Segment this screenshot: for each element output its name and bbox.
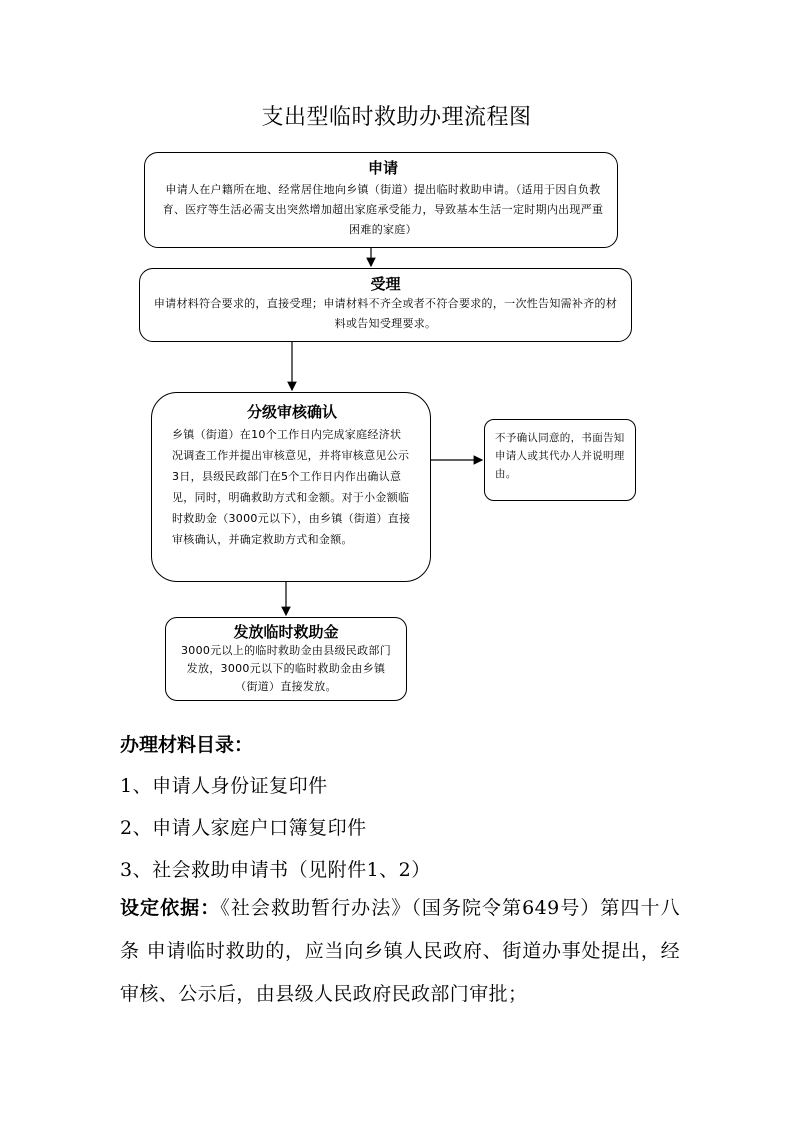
flow-box-heading: 受理 xyxy=(370,275,401,293)
legal-basis-label: 设定依据： xyxy=(120,897,221,919)
flow-box-heading: 发放临时救助金 xyxy=(233,623,339,641)
flow-box-accept xyxy=(139,268,632,342)
materials-item: 2、申请人家庭户口簿复印件 xyxy=(120,817,367,839)
flow-box-apply xyxy=(144,152,618,248)
legal-basis-text: 《社会救助暂行办法》（国务院令第649号）第四十八条 申请临时救助的，应当向乡镇人民政府、街道办事处提出，经审核、公示后，由县级人民政府民政部门审批； xyxy=(120,897,680,1005)
flow-box-reject xyxy=(484,419,636,501)
flow-box-text: 不予确认同意的，书面告知申请人或其代办人并说明理由。 xyxy=(495,432,625,480)
flow-box-heading: 申请 xyxy=(367,159,398,177)
legal-basis xyxy=(120,887,680,1016)
materials-item: 1、申请人身份证复印件 xyxy=(120,775,328,797)
materials-item: 3、社会救助申请书（见附件1、2） xyxy=(120,859,431,881)
flow-box-text: 3000元以上的临时救助金由县级民政部门发放，3000元以下的临时救助金由乡镇（街道）直接发放。 xyxy=(181,644,391,693)
flow-box-issue xyxy=(165,617,407,701)
materials-heading: 办理材料目录： xyxy=(120,734,254,756)
flow-box-review xyxy=(151,392,431,582)
flow-box-text: 乡镇（街道）在10个工作日内完成家庭经济状况调查工作并提出审核意见，并将审核意见公示3日，县级民政部门在5个工作日内作出确认意见，同时，明确救助方式和金额。对于小金额临时救助金（3000元以下），由乡镇（街道）直接审核确认，并确定救助方式和金额。 xyxy=(172,428,411,546)
flow-box-text: 申请材料符合要求的，直接受理；申请材料不齐全或者不符合要求的，一次性告知需补齐的材料或告知受理要求。 xyxy=(153,297,618,330)
page-title: 支出型临时救助办理流程图 xyxy=(261,105,532,130)
flow-box-heading: 分级审核确认 xyxy=(246,403,337,421)
flow-box-text: 申请人在户籍所在地、经常居住地向乡镇（街道）提出临时救助申请。（适用于因自负教育、医疗等生活必需支出突然增加超出家庭承受能力，导致基本生活一定时期内出现严重困难的家庭） xyxy=(162,183,604,236)
